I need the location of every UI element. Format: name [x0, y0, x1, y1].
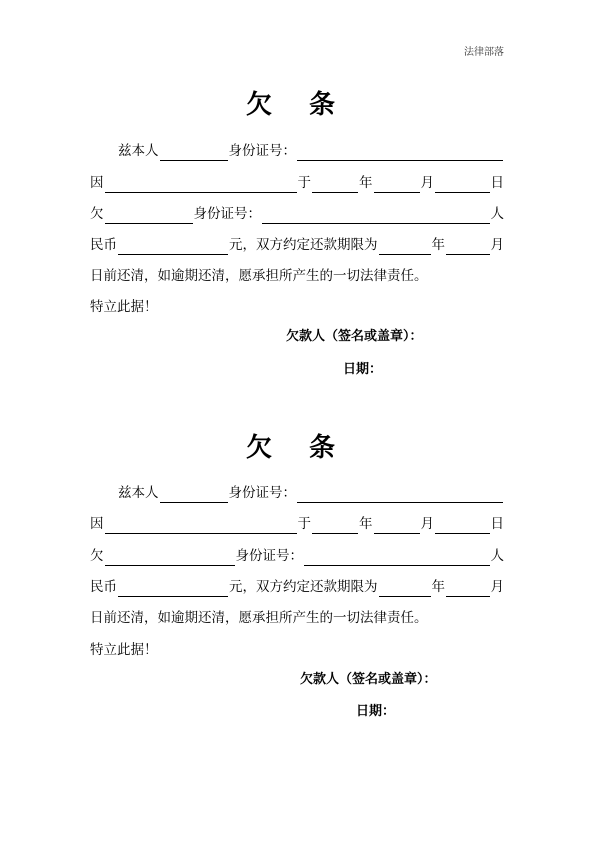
line-1-text-b: 身份证号： [228, 143, 296, 159]
year-blank[interactable] [312, 176, 358, 193]
line-1-text-a: 兹本人 [118, 485, 159, 501]
line-4 [90, 235, 504, 255]
line-4-text-c: 年 [431, 579, 445, 595]
amount-blank[interactable] [118, 580, 228, 597]
line-4-text-c: 年 [431, 237, 445, 253]
line-2-text-a: 因 [90, 516, 104, 532]
line-2-text-e: 日 [490, 175, 504, 191]
line-2-text-b: 于 [297, 175, 311, 191]
line-2 [90, 173, 504, 193]
line-4-text-b: 元，双方约定还款期限为 [229, 237, 378, 253]
header-source: 法律部落 [464, 47, 504, 58]
creditor-blank[interactable] [105, 207, 193, 224]
line-3 [90, 546, 504, 566]
day-blank[interactable] [435, 517, 490, 534]
month-blank[interactable] [374, 176, 420, 193]
due-year-blank[interactable] [379, 580, 431, 597]
amount-blank[interactable] [118, 238, 228, 255]
line-4-text-d: 月 [490, 579, 504, 595]
line-5: 日前还清，如逾期还清，愿承担所产生的一切法律责任。 [90, 610, 428, 626]
line-5: 日前还清，如逾期还清，愿承担所产生的一切法律责任。 [90, 268, 428, 284]
line-3-text-c: 人 [490, 548, 504, 564]
receipt-title: 欠 条 [245, 433, 350, 463]
line-3 [90, 204, 504, 224]
line-2-text-c: 年 [359, 516, 373, 532]
line-2-text-c: 年 [359, 175, 373, 191]
id-number-blank[interactable] [297, 144, 503, 161]
due-year-blank[interactable] [379, 238, 431, 255]
line-4-text-a: 民币 [90, 579, 117, 595]
line-2-text-d: 月 [420, 175, 434, 191]
line-6: 特立此据！ [90, 299, 158, 315]
receipt-title: 欠 条 [245, 90, 350, 120]
line-1-text-b: 身份证号： [228, 485, 296, 501]
month-blank[interactable] [374, 517, 420, 534]
line-2-text-b: 于 [297, 516, 311, 532]
line-6: 特立此据！ [90, 642, 158, 658]
line-3-text-c: 人 [490, 206, 504, 222]
name-blank[interactable] [160, 486, 228, 503]
line-1 [118, 483, 504, 503]
line-3-text-a: 欠 [90, 206, 104, 222]
creditor-id-blank[interactable] [262, 207, 490, 224]
reason-blank[interactable] [105, 176, 297, 193]
line-3-text-b: 身份证号： [235, 548, 303, 564]
line-3-text-a: 欠 [90, 548, 104, 564]
creditor-blank[interactable] [105, 549, 235, 566]
reason-blank[interactable] [105, 517, 297, 534]
line-4 [90, 577, 504, 597]
day-blank[interactable] [435, 176, 490, 193]
name-blank[interactable] [160, 144, 228, 161]
line-2 [90, 514, 504, 534]
line-2-text-a: 因 [90, 175, 104, 191]
creditor-id-blank[interactable] [304, 549, 490, 566]
date-label: 日期： [343, 362, 383, 377]
line-1 [118, 141, 504, 161]
line-3-text-b: 身份证号： [193, 206, 261, 222]
due-month-blank[interactable] [446, 580, 490, 597]
line-2-text-e: 日 [490, 516, 504, 532]
line-1-text-a: 兹本人 [118, 143, 159, 159]
date-label: 日期： [356, 704, 396, 719]
signer-label: 欠款人（签名或盖章）： [286, 329, 423, 344]
id-number-blank[interactable] [297, 486, 503, 503]
due-month-blank[interactable] [446, 238, 490, 255]
year-blank[interactable] [312, 517, 358, 534]
line-4-text-a: 民币 [90, 237, 117, 253]
line-2-text-d: 月 [420, 516, 434, 532]
line-4-text-d: 月 [490, 237, 504, 253]
line-4-text-b: 元，双方约定还款期限为 [229, 579, 378, 595]
signer-label: 欠款人（签名或盖章）： [300, 672, 437, 687]
